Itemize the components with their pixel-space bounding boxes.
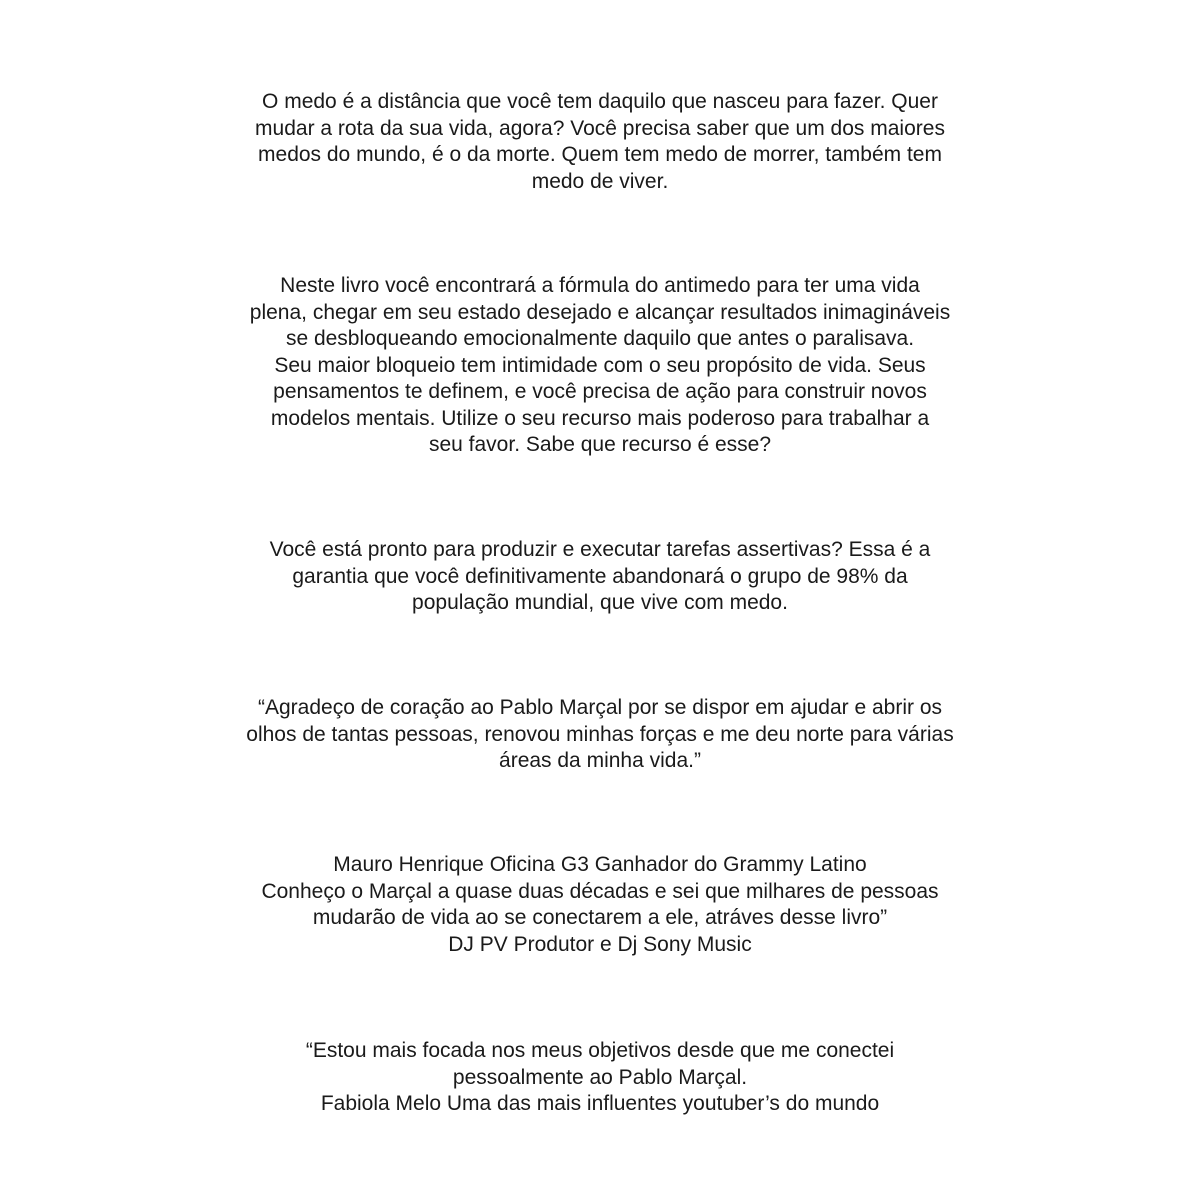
text-line: mudar a rota da sua vida, agora? Você precisa saber que um dos maiores — [255, 116, 945, 140]
testimonial-author: Mauro Henrique Oficina G3 Ganhador do Grammy Latino — [333, 853, 867, 876]
text-line: áreas da minha vida.” — [499, 749, 701, 772]
text-line: O medo é a distância que você tem daquilo que nasceu para fazer. Quer — [262, 90, 938, 113]
call-to-action-paragraph — [200, 537, 1000, 617]
text-line: garantia que você definitivamente abandonará o grupo de 98% da — [292, 564, 908, 588]
text-line: modelos mentais. Utilize o seu recurso mais poderoso para trabalhar a — [270, 406, 930, 430]
text-line: seu favor. Sabe que recurso é esse? — [428, 433, 772, 456]
testimonial-author: DJ PV Produtor e Dj Sony Music — [448, 932, 752, 956]
intro-paragraph — [200, 89, 1000, 195]
text-line: Seu maior bloqueio tem intimidade com o seu propósito de vida. Seus — [274, 353, 926, 377]
text-line: medo de viver. — [531, 169, 669, 193]
testimonial-author: Fabiola Melo Uma das mais influentes youtuber’s do mundo — [320, 1092, 880, 1115]
text-line: população mundial, que vive com medo. — [412, 591, 788, 614]
text-line: Conheço o Marçal a quase duas décadas e sei que milhares de pessoas — [261, 879, 939, 903]
text-line: olhos de tantas pessoas, renovou minhas forças e me deu norte para várias — [246, 722, 954, 746]
testimonial-quote-1 — [200, 695, 1000, 775]
text-line: Neste livro você encontrará a fórmula do antimedo para ter uma vida — [280, 274, 920, 297]
text-line: mudarão de vida ao se conectarem a ele, atráves desse livro” — [312, 906, 888, 929]
text-line: medos do mundo, é o da morte. Quem tem medo de morrer, também tem — [258, 143, 942, 166]
text-line: pessoalmente ao Pablo Marçal. — [452, 1065, 748, 1089]
text-line: se desbloqueando emocionalmente daquilo que antes o paralisava. — [285, 327, 915, 350]
text-line: “Estou mais focada nos meus objetivos desde que me conectei — [305, 1039, 895, 1062]
text-line: pensamentos te definem, e você precisa de ação para construir novos — [273, 380, 927, 403]
text-line: “Agradeço de coração ao Pablo Marçal por se dispor em ajudar e abrir os — [257, 696, 943, 719]
text-line: Você está pronto para produzir e executar tarefas assertivas? Essa é a — [269, 538, 931, 561]
testimonial-quote-2 — [200, 852, 1000, 958]
text-line: plena, chegar em seu estado desejado e alcançar resultados inimagináveis — [249, 300, 951, 324]
testimonial-quote-3 — [200, 1038, 1000, 1118]
book-description-paragraph — [200, 273, 1000, 459]
